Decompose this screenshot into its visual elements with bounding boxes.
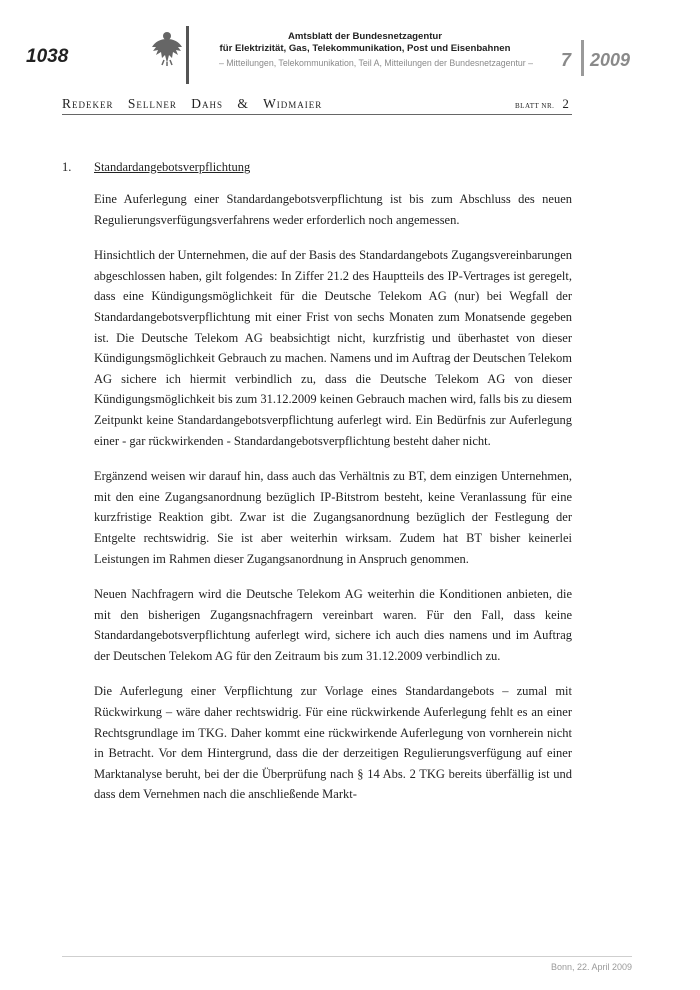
paragraph: Die Auferlegung einer Verpflichtung zur Vorlage eines Standardangebots – zumal mit Rückwirkung – wäre daher rechtswidrig. Für eine rückwirkende Auferlegung fehlt es an einer Rechtsgrundlage im TKG. Daher kommt eine rückwirkende Auferlegung von vornherein nicht in Betracht. Vor dem Hintergrund, dass die der derzeitigen Regulierungsverfügung auf einer Marktanalyse beruht, bei der die Überprüfung nach § 14 Abs. 2 TKG bereits überfällig ist und dass dem Vernehmen nach die anschließende Markt- [94, 684, 572, 802]
firm-name-part: Sellner [127, 96, 177, 111]
firm-name-part: Widmaier [263, 96, 323, 111]
sheet-label: BLATT NR. [515, 102, 555, 110]
firm-name-part: Dahs [191, 96, 224, 111]
footer-date: Bonn, 22. April 2009 [550, 962, 632, 972]
firm-name-part: Redeker [62, 96, 114, 111]
firm-name-part: & [237, 96, 249, 111]
section-heading [62, 158, 572, 176]
paragraph: Ergänzend weisen wir darauf hin, dass auch das Verhältnis zu BT, dem einzigen Unternehmen, mit den eine Zugangsanordnung bezüglich IP-Bitstrom besteht, keine Veranlassung für eine kurzfristige Reaktion gibt. Zwar ist die Zugangsanordnung bezüglich der Festlegung der Entgelte rechtswidrig. Sie ist aber weiterhin wirksam. Zudem hat BT bisher keinerlei Leistungen im Rahmen dieser Zugangsanordnung in Anspruch genommen. [94, 469, 572, 566]
sheet-number: 2 [562, 96, 569, 111]
gazette-title-line-1: Amtsblatt der Bundesnetzagentur [287, 31, 443, 42]
gazette-subtitle: – Mitteilungen, Telekommunikation, Teil A, Mitteilungen der Bundesnetzagentur – [218, 58, 534, 68]
section-number: 1. [62, 160, 72, 174]
footer-rule [62, 956, 632, 957]
paragraph: Hinsichtlich der Unternehmen, die auf der Basis des Standardangebots Zugangsvereinbarungen abgeschlossen haben, gilt folgendes: In Ziffer 21.2 des Hauptteils des IP-Vertrages ist geregelt, dass eine Kündigungsmöglichkeit für die Deutsche Telekom AG (nur) bei Wegfall der Standardangebotsverpflichtung mit einer Frist von sechs Monaten zum Monatsende gegeben ist. Die Deutsche Telekom AG beabsichtigt nicht, kurzfristig und überhastet von dieser Kündigungsmöglichkeit Gebrauch zu machen. Namens und im Auftrag der Deutschen Telekom AG sichere ich hiermit verbindlich zu, dass die Deutsche Telekom AG von dieser Kündigungsmöglichkeit bis zum 31.12.2009 keinen Gebrauch machen wird, falls bis zu diesem Zeitpunkt keine Standardangebotsverpflichtung auferlegt wird. Ein Bedürfnis zur Auferlegung einer - gar rückwirkenden - Standardangebotsverpflichtung besteht daher nicht. [94, 248, 572, 448]
paragraph: Neuen Nachfragern wird die Deutsche Telekom AG weiterhin die Konditionen anbieten, die mit den bisherigen Zugangsnachfragern vereinbart waren. Für den Fall, dass keine Standardangebotsverpflichtung auferlegt wird, sichere ich auch dies namens und im Auftrag der Deutschen Telekom AG für den Zeitraum bis zum 31.12.2009 verbindlich zu. [94, 587, 572, 663]
issue-number: 7 [561, 50, 572, 70]
letterhead-rule [62, 114, 572, 115]
issue-year: 2009 [590, 50, 631, 70]
document-body [62, 158, 572, 820]
page-number: 1038 [26, 46, 69, 67]
gazette-title-line-2: für Elektrizität, Gas, Telekommunikation, Post und Eisenbahnen [219, 42, 511, 54]
issue-divider [581, 40, 584, 76]
sheet-indicator [515, 95, 569, 113]
gazette-title [150, 31, 580, 54]
section-title: Standardangebotsverpflichtung [94, 160, 251, 174]
firm-name [62, 96, 332, 112]
paragraph: Eine Auferlegung einer Standardangebotsverpflichtung ist bis zum Abschluss des neuen Regulierungsverfügungsverfahrens weder erforderlich noch angemessen. [94, 192, 572, 227]
